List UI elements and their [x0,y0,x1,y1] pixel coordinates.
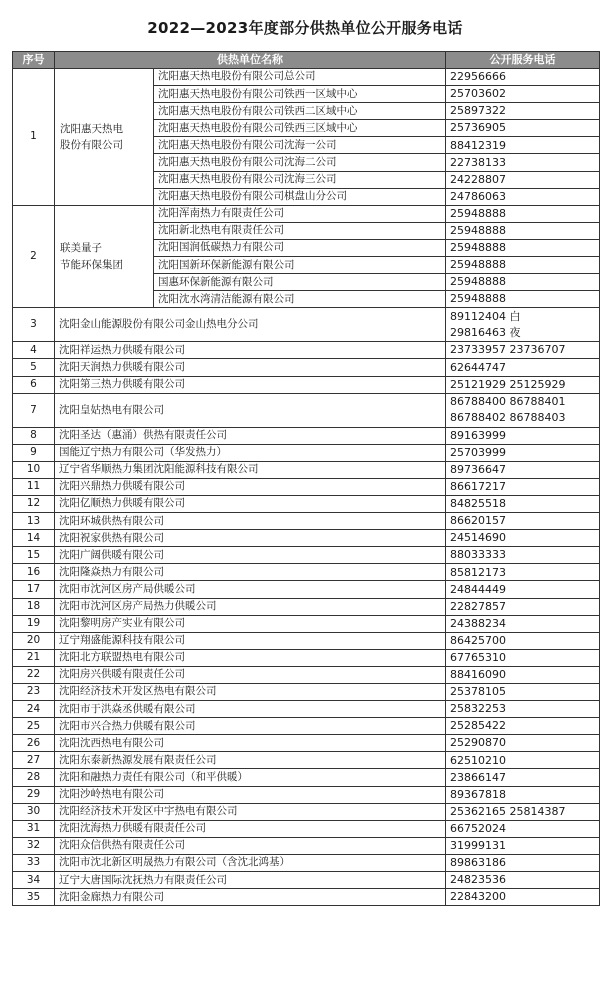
table-row [13,786,600,803]
phone-number: 25703999 [446,444,600,461]
row-number: 34 [13,872,55,889]
phone-number: 89367818 [446,786,600,803]
unit-name: 沈阳和融热力责任有限公司（和平供暖） [55,769,446,786]
unit-name: 沈阳国新环保新能源有限公司 [154,257,446,274]
unit-name: 沈阳环城供热有限公司 [55,513,446,530]
table-row [13,820,600,837]
phone-line: 86788402 86788403 [450,411,566,425]
phone-number: 25948888 [446,239,600,256]
phone-number: 67765310 [446,649,600,666]
row-number: 13 [13,513,55,530]
page-title: 2022—2023年度部分供热单位公开服务电话 [147,19,463,37]
row-number: 21 [13,649,55,666]
phone-number: 25948888 [446,205,600,222]
unit-name: 沈阳市兴合热力供暖有限公司 [55,718,446,735]
unit-name: 沈阳金廊热力有限公司 [55,889,446,906]
header-phone: 公开服务电话 [446,52,600,69]
header-unit: 供热单位名称 [55,52,446,69]
table-row [13,889,600,906]
unit-name: 沈阳惠天热电股份有限公司铁西二区域中心 [154,103,446,120]
phone-number: 25948888 [446,291,600,308]
row-number: 11 [13,478,55,495]
table-row [13,530,600,547]
phone-number: 25378105 [446,684,600,701]
table-row [13,615,600,632]
heating-phone-table [12,51,600,906]
phone-number: 25948888 [446,257,600,274]
phone-line: 86788400 86788401 [450,395,566,409]
unit-name: 沈阳北方联盟热电有限公司 [55,649,446,666]
row-number: 5 [13,359,55,376]
table-row [13,735,600,752]
phone-number: 31999131 [446,837,600,854]
unit-name: 沈阳兴鼎热力供暖有限公司 [55,478,446,495]
phone-number: 88033333 [446,547,600,564]
row-number: 2 [13,205,55,308]
table-header-row [13,52,600,69]
unit-name: 沈阳惠天热电股份有限公司沈海二公司 [154,154,446,171]
row-number: 25 [13,718,55,735]
row-number: 32 [13,837,55,854]
phone-number: 25285422 [446,718,600,735]
phone-number: 25736905 [446,120,600,137]
row-number: 31 [13,820,55,837]
unit-name: 沈阳市于洪焱丞供暖有限公司 [55,701,446,718]
phone-number: 24786063 [446,188,600,205]
table-row [13,752,600,769]
phone-number: 25897322 [446,103,600,120]
group-name-line: 节能环保集团 [60,258,123,271]
unit-name: 沈阳惠天热电股份有限公司沈海三公司 [154,171,446,188]
phone-number: 84825518 [446,495,600,512]
unit-name: 沈阳惠天热电股份有限公司沈海一公司 [154,137,446,154]
unit-name: 沈阳皇姑热电有限公司 [55,393,446,427]
table-row [13,495,600,512]
phone-number: 66752024 [446,820,600,837]
unit-name: 沈阳惠天热电股份有限公司铁西一区域中心 [154,86,446,103]
phone-number: 85812173 [446,564,600,581]
table-row [13,718,600,735]
unit-name: 沈阳亿顺热力供暖有限公司 [55,495,446,512]
row-number: 10 [13,461,55,478]
phone-number: 86425700 [446,632,600,649]
unit-name: 沈阳惠天热电股份有限公司铁西三区域中心 [154,120,446,137]
unit-name: 沈阳新北热电有限责任公司 [154,222,446,239]
header-no: 序号 [13,52,55,69]
unit-name: 沈阳沙岭热电有限公司 [55,786,446,803]
phone-number: 88416090 [446,666,600,683]
unit-name: 沈阳市沈河区房产局热力供暖公司 [55,598,446,615]
table-row [13,393,600,427]
phone-number: 25290870 [446,735,600,752]
unit-name: 国能辽宁热力有限公司（华发热力） [55,444,446,461]
group-name-line: 股份有限公司 [60,138,123,151]
table-row [13,684,600,701]
phone-number [446,393,600,427]
row-number: 7 [13,393,55,427]
table-row [13,69,600,86]
phone-number: 88412319 [446,137,600,154]
unit-name: 沈阳圣达（惠涌）供热有限责任公司 [55,427,446,444]
table-row [13,444,600,461]
phone-number: 89163999 [446,427,600,444]
phone-number: 22827857 [446,598,600,615]
row-number: 26 [13,735,55,752]
phone-number: 86620157 [446,513,600,530]
row-number: 16 [13,564,55,581]
phone-number: 22738133 [446,154,600,171]
table-row [13,837,600,854]
unit-name: 沈阳沈西热电有限公司 [55,735,446,752]
table-row [13,478,600,495]
row-number: 22 [13,666,55,683]
unit-name: 沈阳沈海热力供暖有限责任公司 [55,820,446,837]
unit-name: 沈阳经济技术开发区中宇热电有限公司 [55,803,446,820]
row-number: 14 [13,530,55,547]
unit-name: 沈阳金山能源股份有限公司金山热电分公司 [55,308,446,342]
row-number: 30 [13,803,55,820]
unit-name: 沈阳第三热力供暖有限公司 [55,376,446,393]
unit-name: 沈阳隆焱热力有限公司 [55,564,446,581]
unit-name: 辽宁大唐国际沈抚热力有限责任公司 [55,872,446,889]
unit-name: 沈阳惠天热电股份有限公司总公司 [154,69,446,86]
row-number: 27 [13,752,55,769]
phone-number: 89863186 [446,854,600,871]
table-row [13,359,600,376]
group-name-line: 沈阳惠天热电 [60,122,123,135]
unit-name: 国惠环保新能源有限公司 [154,274,446,291]
unit-name: 沈阳沈水湾清洁能源有限公司 [154,291,446,308]
table-row [13,598,600,615]
phone-number: 62510210 [446,752,600,769]
row-number: 3 [13,308,55,342]
row-number: 6 [13,376,55,393]
unit-name: 沈阳天润热力供暖有限公司 [55,359,446,376]
phone-number: 23866147 [446,769,600,786]
row-number: 1 [13,69,55,206]
table-row [13,427,600,444]
unit-name: 沈阳祥运热力供暖有限公司 [55,342,446,359]
phone-number: 89736647 [446,461,600,478]
table-row [13,547,600,564]
group-name [55,205,154,308]
phone-number: 62644747 [446,359,600,376]
unit-name: 沈阳东泰新热源发展有限责任公司 [55,752,446,769]
table-row [13,666,600,683]
phone-number: 25948888 [446,274,600,291]
table-row [13,803,600,820]
table-row [13,205,600,222]
table-row [13,769,600,786]
unit-name: 沈阳广阔供暖有限公司 [55,547,446,564]
row-number: 24 [13,701,55,718]
unit-name: 沈阳市沈北新区明晟热力有限公司（含沈北鸿基） [55,854,446,871]
unit-name: 沈阳众信供热有限责任公司 [55,837,446,854]
table-row [13,513,600,530]
unit-name: 沈阳黎明房产实业有限公司 [55,615,446,632]
group-name-line: 联美量子 [60,242,102,255]
phone-number: 86617217 [446,478,600,495]
row-number: 8 [13,427,55,444]
row-number: 33 [13,854,55,871]
row-number: 29 [13,786,55,803]
phone-number: 25832253 [446,701,600,718]
row-number: 15 [13,547,55,564]
phone-number: 24228807 [446,171,600,188]
row-number: 18 [13,598,55,615]
unit-name: 沈阳浑南热力有限责任公司 [154,205,446,222]
table-row [13,342,600,359]
phone-number: 23733957 23736707 [446,342,600,359]
phone-number: 25703602 [446,86,600,103]
table-row [13,632,600,649]
unit-name: 沈阳房兴供暖有限责任公司 [55,666,446,683]
phone-number: 25948888 [446,222,600,239]
table-row [13,564,600,581]
phone-number: 22843200 [446,889,600,906]
phone-line: 29816463 夜 [450,325,521,339]
phone-number: 25362165 25814387 [446,803,600,820]
table-body [13,69,600,906]
row-number: 12 [13,495,55,512]
group-name [55,69,154,206]
unit-name: 沈阳市沈河区房产局供暖公司 [55,581,446,598]
table-row [13,376,600,393]
unit-name: 沈阳国润低碳热力有限公司 [154,239,446,256]
table-row [13,701,600,718]
table-row [13,854,600,871]
unit-name: 沈阳祝家供热有限公司 [55,530,446,547]
table-row [13,649,600,666]
row-number: 20 [13,632,55,649]
row-number: 4 [13,342,55,359]
row-number: 23 [13,684,55,701]
row-number: 35 [13,889,55,906]
phone-number [446,308,600,342]
phone-number: 22956666 [446,69,600,86]
row-number: 17 [13,581,55,598]
phone-number: 25121929 25125929 [446,376,600,393]
row-number: 9 [13,444,55,461]
table-row [13,872,600,889]
table-row [13,308,600,342]
phone-number: 24514690 [446,530,600,547]
table-row [13,461,600,478]
row-number: 28 [13,769,55,786]
unit-name: 辽宁翔盛能源科技有限公司 [55,632,446,649]
phone-number: 24388234 [446,615,600,632]
phone-line: 89112404 白 [450,309,521,323]
phone-number: 24823536 [446,872,600,889]
table-row [13,581,600,598]
unit-name: 辽宁省华顺热力集团沈阳能源科技有限公司 [55,461,446,478]
unit-name: 沈阳经济技术开发区热电有限公司 [55,684,446,701]
unit-name: 沈阳惠天热电股份有限公司棋盘山分公司 [154,188,446,205]
phone-number: 24844449 [446,581,600,598]
row-number: 19 [13,615,55,632]
